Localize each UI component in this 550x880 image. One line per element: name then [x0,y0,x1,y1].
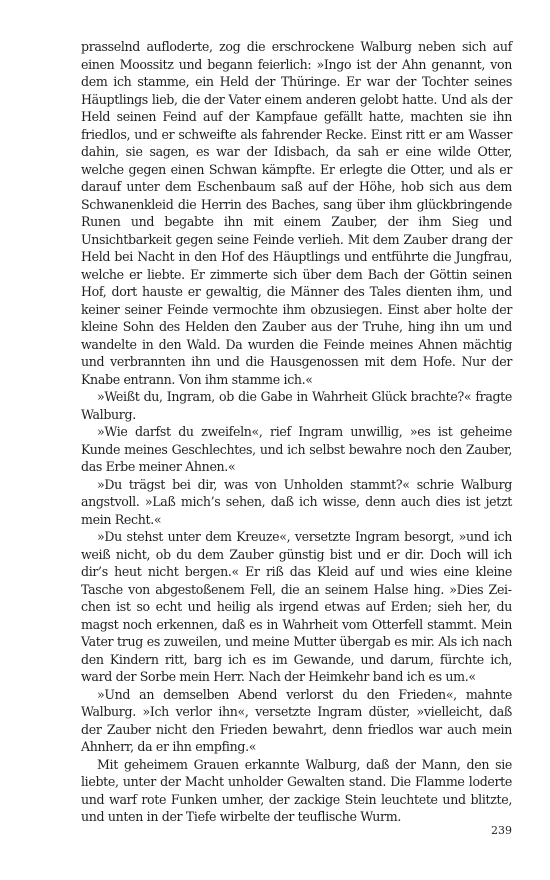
paragraph-7: Mit geheimem Grauen erkannte Walburg, daß der Mann, den sie liebte, unter der Macht unholder Gewalten stand. Die Flamme loderte und warf rote Funken umher, der zackige Stein leuchtete und blitzte, und unten in der Tiefe wirbelte der teuflische Wurm. [81,756,512,824]
paragraph-5: »Du stehst unter dem Kreuze«, versetzte Ingram besorgt, »und ich weiß nicht, ob du dem Zauber günstig bist und er dir. Doch will ich dir’s heut nicht bergen.« Er riß das Kleid auf und wies eine kleine Tasche von abgestoßenem Fell, die an seinem Halse hing. »Dies Zeichen ist so echt und heilig als irgend etwas auf Erden; sieh her, du magst noch erkennen, daß es in Wahrheit vom Otterfell stammt. Mein Vater trug es zuweilen, und meine Mutter übergab es mir. Als ich nach den Kindern ritt, barg ich es im Gewande, und darum, fürchte ich, ward der Sorbe mein Herr. Nach der Heimkehr band ich es um.« [81,529,512,684]
paragraph-3: »Wie darfst du zweifeln«, rief Ingram unwillig, »es ist geheime Kunde meines Geschlechtes, und ich selbst bewahre noch den Zauber, das Erbe meiner Ahnen.« [81,424,512,474]
paragraph-2: »Weißt du, Ingram, ob die Gabe in Wahrheit Glück brachte?« fragte Walburg. [81,389,512,422]
paragraph-4: »Du trägst bei dir, was von Unholden stammt?« schrie Walburg angstvoll. »Laß mich’s sehen, daß ich wisse, denn auch dies ist jetzt mein Recht.« [81,476,512,527]
paragraph-6: »Und an demselben Abend verlorst du den Frieden«, mahnte Walburg. »Ich verlor ihn«, versetzte Ingram düster, »vielleicht, daß der Zauber nicht den Frieden bewahrt, denn friedlos war auch mein Ahnherr, da er ihn empfing.« [81,686,512,754]
paragraph-1: prasselnd aufloderte, zog die erschrockene Walburg neben sich auf einen Moossitz und begann feierlich: »Ingo ist der Ahn genannt, von dem ich stamme, ein Held der Thüringe. Er war der Tochter seines Häuptlings lieb, die der Vater einem anderen gelobt hatte. Und als der Held seinen Feind auf der Kampfaue gefällt hatte, machten sie ihn friedlos, und er schweifte als fahrender Recke. Einst ritt er am Wasser dahin, sie sagen, es war der Idisbach, da sah er eine wilde Otter, welche gegen einen Schwan kämpfte. Er erlegte die Otter, und als er darauf unter dem Eschenbaum saß auf der Höhe, hob sich aus dem Schwanenkleid die Herrin des Baches, sang über ihm glückbringende Runen und begabte ihn mit einem Zauber, der ihm Sieg und Unsichtbarkeit gegen seine Feinde verlieh. Mit dem Zauber drang der Held bei Nacht in den Hof des Häuptlings und entführte die Jungfrau, welche er liebte. Er zimmerte sich über dem Bach der Göttin seinen Hof, dort hauste er gewaltig, die Männer des Tales dienten ihm, und keiner seiner Feinde vermochte ihm obzusiegen. Einst aber holte der kleine Sohn des Helden den Zauber aus der Truhe, hing ihn um und wandelte in den Wald. Da wurden die Feinde meines Ahnen mächtig und verbrannten ihn und die Hausgenossen mit dem Hofe. Nur der Knabe entrann. Von ihm stamme ich.« [81,39,512,387]
page-number: 239 [491,824,512,837]
book-page-text [81,38,512,826]
